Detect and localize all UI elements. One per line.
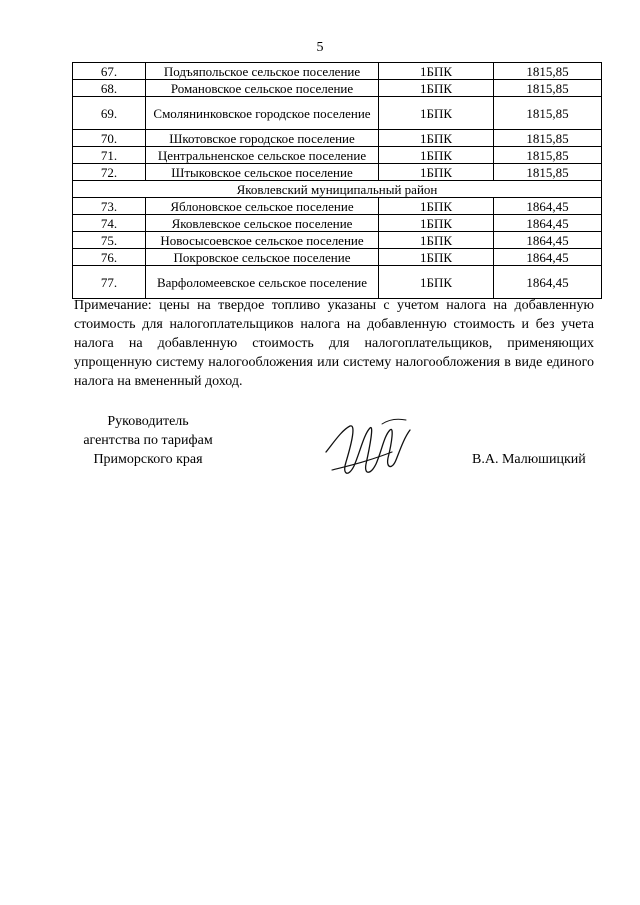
table-group-row xyxy=(73,181,602,198)
row-number: 76. xyxy=(73,249,146,266)
row-number: 74. xyxy=(73,215,146,232)
note-paragraph: Примечание: цены на твердое топливо указаны с учетом налога на добавленную стоимость для налогоплательщиков налога на добавленную стоимость и без учета налога на добавленную стоимость для налогоплательщиков, применяющих упрощенную систему налогообложения или систему налогообложения в виде единого налога на вмененный доход. xyxy=(74,298,594,389)
table-row xyxy=(73,232,602,249)
row-number: 75. xyxy=(73,232,146,249)
signer-title-line: Приморского края xyxy=(93,452,203,467)
price: 1815,85 xyxy=(494,147,602,164)
tariff-table xyxy=(72,62,602,299)
price: 1815,85 xyxy=(494,164,602,181)
table-row xyxy=(73,80,602,97)
price: 1815,85 xyxy=(494,80,602,97)
settlement-name: Покровское сельское поселение xyxy=(146,249,379,266)
price: 1864,45 xyxy=(494,215,602,232)
page-number: 5 xyxy=(316,40,324,55)
row-number: 67. xyxy=(73,63,146,80)
fuel-kind: 1БПК xyxy=(379,198,494,215)
table-row xyxy=(73,215,602,232)
fuel-kind: 1БПК xyxy=(379,80,494,97)
price: 1815,85 xyxy=(494,63,602,80)
settlement-name: Штыковское сельское поселение xyxy=(146,164,379,181)
fuel-kind: 1БПК xyxy=(379,164,494,181)
row-number: 69. xyxy=(73,97,146,130)
price: 1864,45 xyxy=(494,266,602,299)
settlement-name: Яковлевское сельское поселение xyxy=(146,215,379,232)
fuel-kind: 1БПК xyxy=(379,215,494,232)
settlement-name: Смолянинковское городское поселение xyxy=(146,97,379,130)
table-row xyxy=(73,130,602,147)
settlement-name: Новосысоевское сельское поселение xyxy=(146,232,379,249)
settlement-name: Яблоновское сельское поселение xyxy=(146,198,379,215)
row-number: 70. xyxy=(73,130,146,147)
fuel-kind: 1БПК xyxy=(379,147,494,164)
table-row xyxy=(73,249,602,266)
fuel-kind: 1БПК xyxy=(379,249,494,266)
table-row xyxy=(73,266,602,299)
table-row xyxy=(73,63,602,80)
table-row xyxy=(73,147,602,164)
signer-title xyxy=(74,412,222,469)
settlement-name: Подъяпольское сельское поселение xyxy=(146,63,379,80)
table-row xyxy=(73,198,602,215)
price: 1864,45 xyxy=(494,249,602,266)
price: 1864,45 xyxy=(494,232,602,249)
table-row xyxy=(73,164,602,181)
fuel-kind: 1БПК xyxy=(379,97,494,130)
district-title: Яковлевский муниципальный район xyxy=(73,181,602,198)
row-number: 72. xyxy=(73,164,146,181)
settlement-name: Центральненское сельское поселение xyxy=(146,147,379,164)
price: 1815,85 xyxy=(494,130,602,147)
settlement-name: Варфоломеевское сельское поселение xyxy=(146,266,379,299)
row-number: 68. xyxy=(73,80,146,97)
handwritten-signature xyxy=(322,412,412,484)
fuel-kind: 1БПК xyxy=(379,63,494,80)
fuel-kind: 1БПК xyxy=(379,266,494,299)
fuel-kind: 1БПК xyxy=(379,130,494,147)
row-number: 71. xyxy=(73,147,146,164)
row-number: 77. xyxy=(73,266,146,299)
signer-title-line: Руководитель xyxy=(107,414,189,429)
price: 1864,45 xyxy=(494,198,602,215)
row-number: 73. xyxy=(73,198,146,215)
signer-name: В.А. Малюшицкий xyxy=(472,452,586,467)
settlement-name: Романовское сельское поселение xyxy=(146,80,379,97)
fuel-kind: 1БПК xyxy=(379,232,494,249)
signer-title-line: агентства по тарифам xyxy=(83,433,213,448)
settlement-name: Шкотовское городское поселение xyxy=(146,130,379,147)
table-row xyxy=(73,97,602,130)
price: 1815,85 xyxy=(494,97,602,130)
